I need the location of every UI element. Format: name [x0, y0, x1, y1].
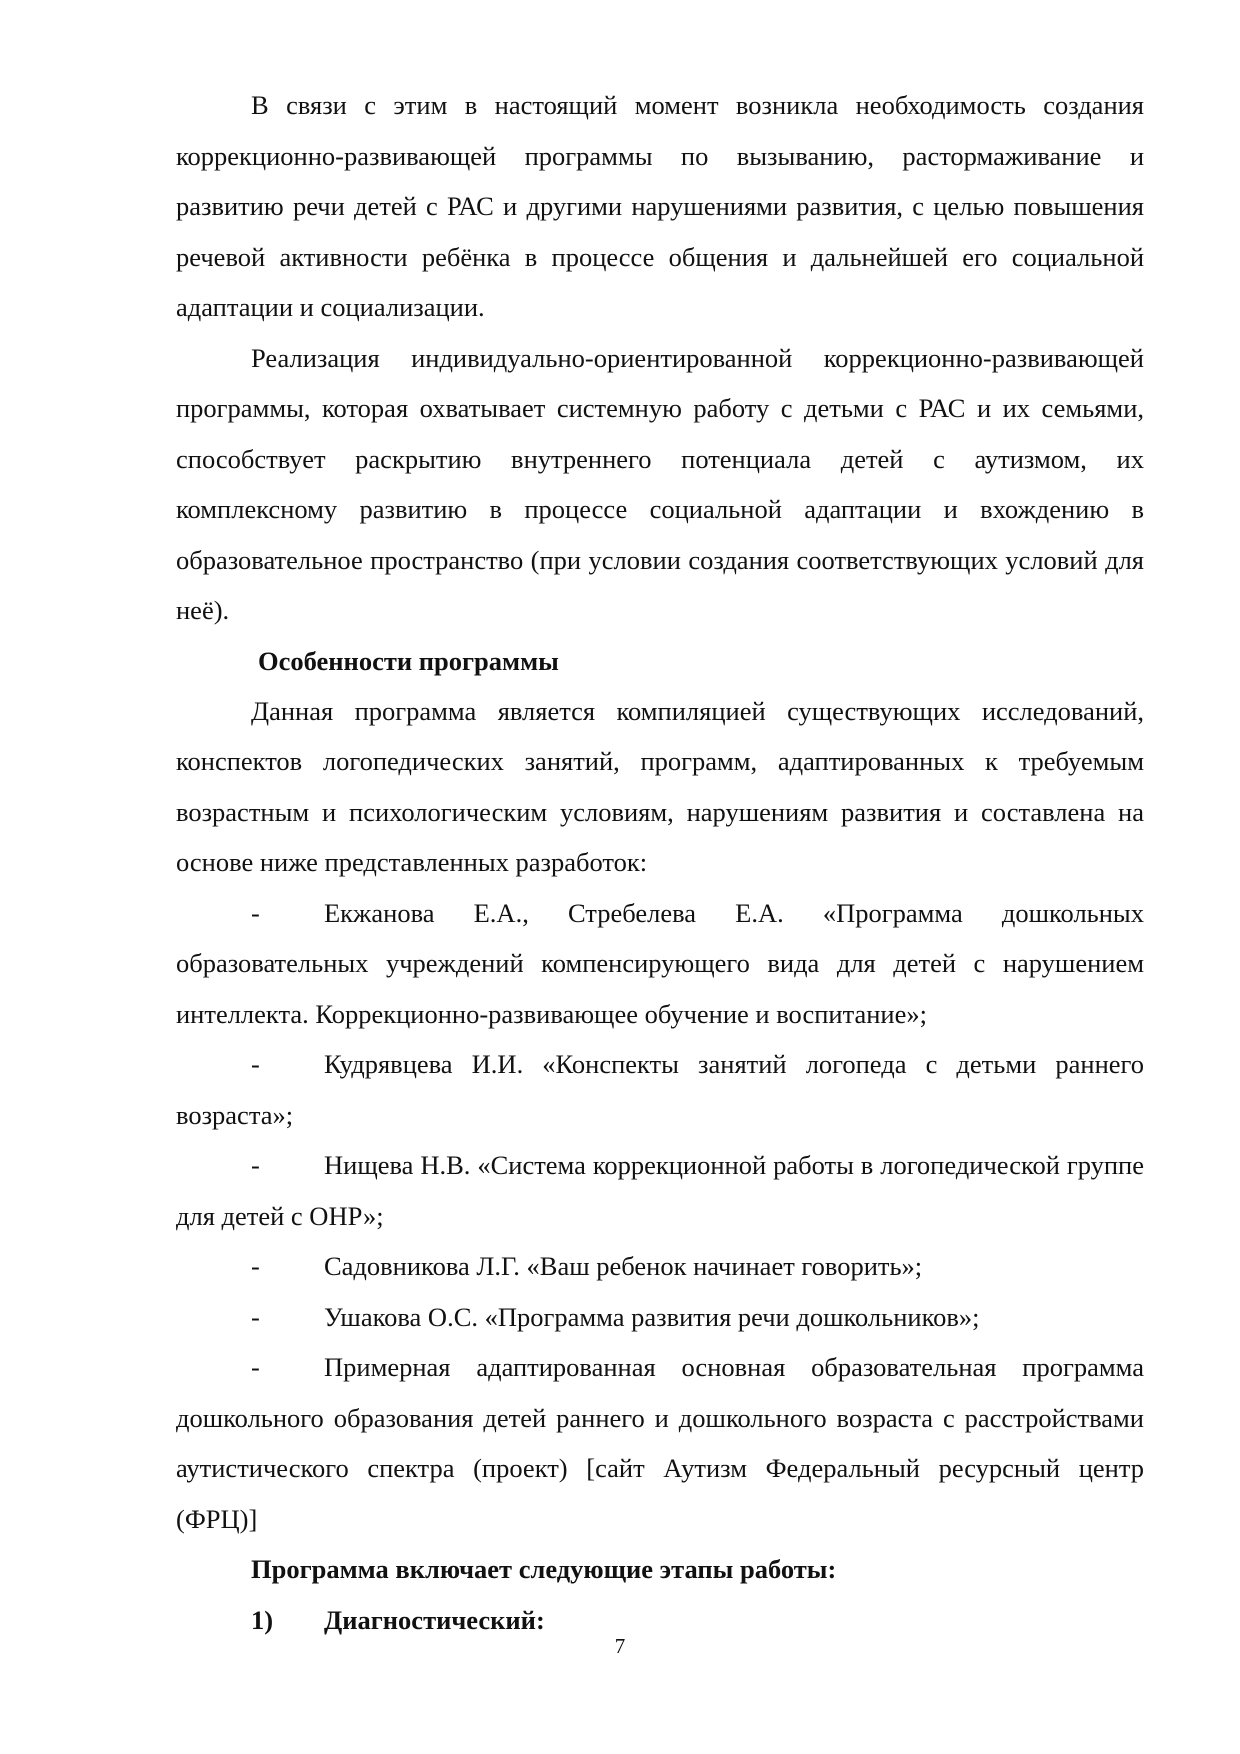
stage-number: 1) [251, 1604, 274, 1635]
compilation-paragraph: Данная программа является компиляцией существующих исследований, конспектов логопедических занятий, программ, адаптированных к требуемым возрастным и психологическим условиям, нарушениям развития и составлена на основе ниже представленных разработок: [176, 695, 1144, 877]
list-item [176, 888, 1144, 1040]
list-marker: - [251, 1150, 260, 1180]
list-item-text: Нищева Н.В. «Система коррекционной работы в логопедической группе для детей с ОНР»; [176, 1150, 1144, 1231]
document-page [176, 80, 1144, 1645]
list-marker: - [251, 1301, 260, 1332]
list-item-text: Екжанова Е.А., Стребелева Е.А. «Программа дошкольных образовательных учреждений компенсирующего вида для детей с нарушением интеллекта. Коррекционно-развивающее обучение и воспитание»; [176, 897, 1144, 1029]
list-marker: - [251, 1049, 260, 1079]
list-item [176, 1039, 1144, 1140]
list-item-text: Садовникова Л.Г. «Ваш ребенок начинает говорить»; [324, 1251, 923, 1281]
list-item [176, 1292, 1144, 1343]
list-item-text: Ушакова О.С. «Программа развития речи дошкольников»; [324, 1301, 980, 1332]
sources-list [176, 888, 1144, 1545]
list-marker: - [251, 1352, 260, 1382]
list-item [176, 1241, 1144, 1292]
intro-paragraph: В связи с этим в настоящий момент возникла необходимость создания коррекционно-развивающей программы по вызыванию, растормаживание и развитию речи детей с РАС и другими нарушениями развития, с целью повышения речевой активности ребёнка в процессе общения и дальнейшей его социальной адаптации и социализации. [176, 90, 1144, 322]
implementation-paragraph: Реализация индивидуально-ориентированной коррекционно-развивающей программы, которая охватывает системную работу с детьми с РАС и их семьями, способствует раскрытию внутреннего потенциала детей с аутизмом, их комплексному развитию в процессе социальной адаптации и вхождению в образовательное пространство (при условии создания соответствующих условий для неё). [176, 342, 1144, 625]
page-number: 7 [614, 1634, 626, 1658]
stage-label: Диагностический: [324, 1604, 545, 1635]
stages-heading: Программа включает следующие этапы работы: [251, 1554, 837, 1584]
list-item [176, 1140, 1144, 1241]
list-item [176, 1342, 1144, 1544]
list-item-text: Кудрявцева И.И. «Конспекты занятий логопеда с детьми раннего возраста»; [176, 1049, 1144, 1130]
list-marker: - [251, 897, 260, 928]
list-item-text: Примерная адаптированная основная образовательная программа дошкольного образования детей раннего и дошкольного возраста с расстройствами аутистического спектра (проект) [сайт Аутизм Федеральный ресурсный центр (ФРЦ)] [176, 1352, 1144, 1534]
list-marker: - [251, 1251, 260, 1281]
section-heading-features: Особенности программы [258, 645, 559, 676]
